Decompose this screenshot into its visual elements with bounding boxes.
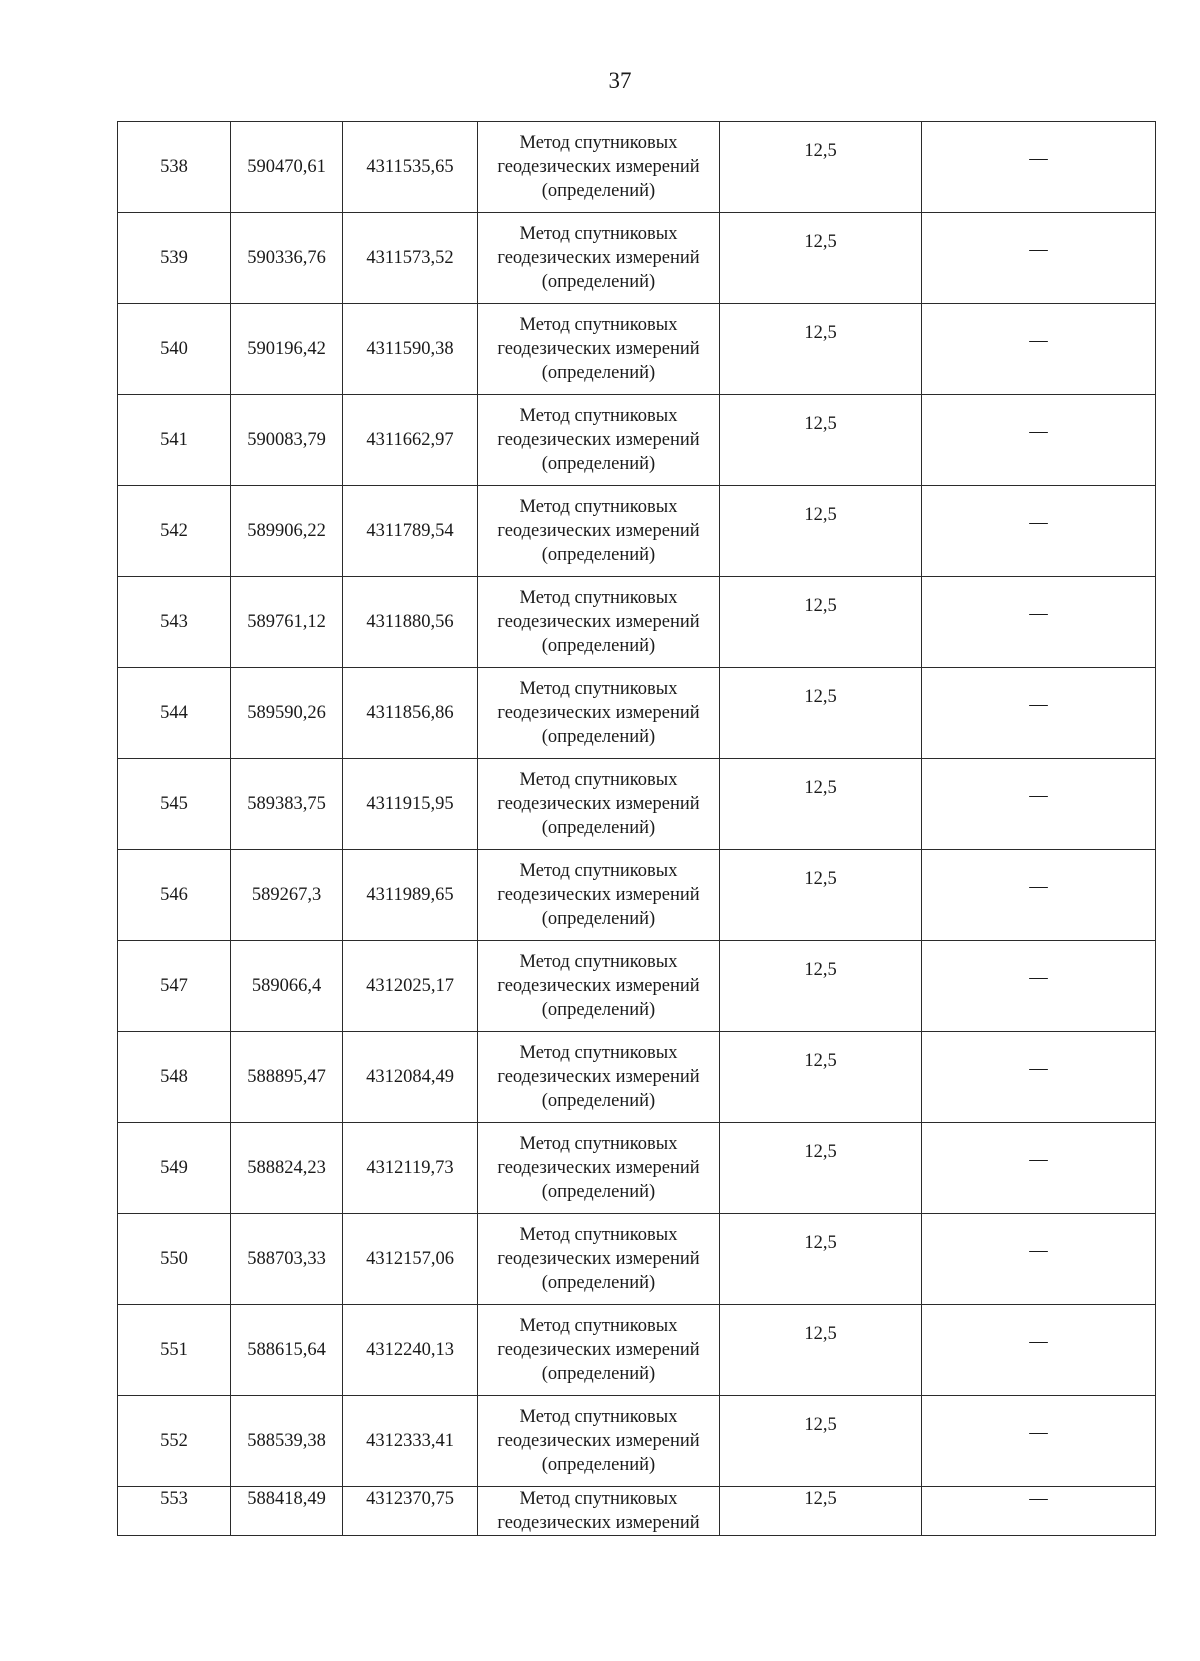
point-number: 545 <box>118 759 231 850</box>
coord-x: 590470,61 <box>231 122 343 213</box>
accuracy-value: 12,5 <box>804 1051 837 1071</box>
point-number: 546 <box>118 850 231 941</box>
accuracy-cell <box>720 304 922 395</box>
accuracy-value: 12,5 <box>804 1489 837 1509</box>
coord-x: 589590,26 <box>231 668 343 759</box>
method-line: геодезических измерений <box>497 430 700 450</box>
accuracy-cell <box>720 668 922 759</box>
method-line: (определений) <box>541 727 656 747</box>
accuracy-cell <box>720 850 922 941</box>
method-cell <box>478 486 720 577</box>
method-line: Метод спутниковых <box>519 679 678 699</box>
coord-x: 589267,3 <box>231 850 343 941</box>
method-line: (определений) <box>541 272 656 292</box>
description-cell <box>922 941 1156 1032</box>
point-number: 548 <box>118 1032 231 1123</box>
coord-x: 588824,23 <box>231 1123 343 1214</box>
table-row <box>118 1487 1156 1536</box>
accuracy-value: 12,5 <box>804 1324 837 1344</box>
method-cell <box>478 1305 720 1396</box>
accuracy-value: 12,5 <box>804 687 837 707</box>
accuracy-value: 12,5 <box>804 232 837 252</box>
method-line: геодезических измерений <box>497 1158 700 1178</box>
method-line: Метод спутниковых <box>519 861 678 881</box>
description-cell <box>922 395 1156 486</box>
coordinates-table <box>117 121 1156 1536</box>
coord-y: 4312084,49 <box>343 1032 478 1123</box>
accuracy-value: 12,5 <box>804 505 837 525</box>
coord-y: 4311856,86 <box>343 668 478 759</box>
table-row <box>118 577 1156 668</box>
method-line: Метод спутниковых <box>519 133 678 153</box>
accuracy-value: 12,5 <box>804 1415 837 1435</box>
description-cell <box>922 1123 1156 1214</box>
coord-y: 4311880,56 <box>343 577 478 668</box>
method-line: Метод спутниковых <box>519 1407 678 1427</box>
method-line: Метод спутниковых <box>519 497 678 517</box>
point-number: 539 <box>118 213 231 304</box>
method-line: геодезических измерений <box>497 1340 700 1360</box>
table-row <box>118 668 1156 759</box>
description-value: — <box>1029 1241 1048 1261</box>
table-row <box>118 1123 1156 1214</box>
description-value: — <box>1029 604 1048 624</box>
method-line: (определений) <box>541 818 656 838</box>
description-value: — <box>1029 513 1048 533</box>
method-line: (определений) <box>541 1091 656 1111</box>
method-cell <box>478 668 720 759</box>
method-line: (определений) <box>541 1364 656 1384</box>
method-cell <box>478 577 720 668</box>
description-cell <box>922 304 1156 395</box>
method-line: геодезических измерений <box>497 885 700 905</box>
method-cell <box>478 395 720 486</box>
accuracy-cell <box>720 395 922 486</box>
description-value: — <box>1029 1332 1048 1352</box>
description-value: — <box>1029 877 1048 897</box>
method-cell <box>478 850 720 941</box>
method-line: (определений) <box>541 1455 656 1475</box>
method-line: геодезических измерений <box>497 521 700 541</box>
method-line: Метод спутниковых <box>519 1489 678 1509</box>
point-number: 547 <box>118 941 231 1032</box>
accuracy-cell <box>720 759 922 850</box>
description-cell <box>922 1396 1156 1487</box>
method-cell <box>478 1487 720 1536</box>
method-line: (определений) <box>541 636 656 656</box>
description-value: — <box>1029 968 1048 988</box>
method-line: (определений) <box>541 454 656 474</box>
method-cell <box>478 213 720 304</box>
point-number: 544 <box>118 668 231 759</box>
coord-x: 589761,12 <box>231 577 343 668</box>
table-row <box>118 941 1156 1032</box>
description-cell <box>922 1214 1156 1305</box>
accuracy-cell <box>720 941 922 1032</box>
point-number: 538 <box>118 122 231 213</box>
method-line: геодезических измерений <box>497 703 700 723</box>
description-cell <box>922 1032 1156 1123</box>
accuracy-value: 12,5 <box>804 414 837 434</box>
accuracy-value: 12,5 <box>804 960 837 980</box>
method-line: Метод спутниковых <box>519 1225 678 1245</box>
accuracy-cell <box>720 1396 922 1487</box>
description-value: — <box>1029 786 1048 806</box>
table-row <box>118 1305 1156 1396</box>
coord-y: 4311989,65 <box>343 850 478 941</box>
accuracy-value: 12,5 <box>804 596 837 616</box>
coord-y: 4312370,75 <box>343 1487 478 1536</box>
description-value: — <box>1029 1489 1048 1509</box>
accuracy-value: 12,5 <box>804 323 837 343</box>
coord-x: 589906,22 <box>231 486 343 577</box>
method-cell <box>478 1396 720 1487</box>
point-number: 541 <box>118 395 231 486</box>
method-line: (определений) <box>541 1182 656 1202</box>
accuracy-value: 12,5 <box>804 141 837 161</box>
table-row <box>118 850 1156 941</box>
description-cell <box>922 1305 1156 1396</box>
method-line: геодезических измерений <box>497 157 700 177</box>
table-row <box>118 122 1156 213</box>
coord-x: 590336,76 <box>231 213 343 304</box>
description-cell <box>922 1487 1156 1536</box>
table-row <box>118 213 1156 304</box>
coord-y: 4311915,95 <box>343 759 478 850</box>
point-number: 551 <box>118 1305 231 1396</box>
coord-y: 4312333,41 <box>343 1396 478 1487</box>
method-line: Метод спутниковых <box>519 1316 678 1336</box>
accuracy-cell <box>720 1305 922 1396</box>
coord-y: 4312025,17 <box>343 941 478 1032</box>
coord-x: 588895,47 <box>231 1032 343 1123</box>
description-value: — <box>1029 695 1048 715</box>
method-line: (определений) <box>541 181 656 201</box>
point-number: 540 <box>118 304 231 395</box>
description-cell <box>922 577 1156 668</box>
method-line: Метод спутниковых <box>519 952 678 972</box>
method-line: геодезических измерений <box>497 1431 700 1451</box>
coord-y: 4311535,65 <box>343 122 478 213</box>
method-line: (определений) <box>541 545 656 565</box>
description-value: — <box>1029 149 1048 169</box>
method-cell <box>478 304 720 395</box>
description-value: — <box>1029 1423 1048 1443</box>
accuracy-cell <box>720 1214 922 1305</box>
coord-x: 588539,38 <box>231 1396 343 1487</box>
method-cell <box>478 759 720 850</box>
method-line: геодезических измерений <box>497 976 700 996</box>
table-row <box>118 1214 1156 1305</box>
method-cell <box>478 1214 720 1305</box>
method-line: (определений) <box>541 909 656 929</box>
accuracy-cell <box>720 577 922 668</box>
method-line: Метод спутниковых <box>519 406 678 426</box>
method-line: Метод спутниковых <box>519 1134 678 1154</box>
description-value: — <box>1029 422 1048 442</box>
point-number: 543 <box>118 577 231 668</box>
description-value: — <box>1029 1059 1048 1079</box>
accuracy-cell <box>720 486 922 577</box>
table-row <box>118 395 1156 486</box>
method-line: геодезических измерений <box>497 1249 700 1269</box>
method-line: Метод спутниковых <box>519 1043 678 1063</box>
method-line: геодезических измерений <box>497 612 700 632</box>
method-cell <box>478 941 720 1032</box>
coord-y: 4311662,97 <box>343 395 478 486</box>
page-number: 37 <box>608 68 632 93</box>
description-value: — <box>1029 1150 1048 1170</box>
coord-x: 590196,42 <box>231 304 343 395</box>
accuracy-value: 12,5 <box>804 1142 837 1162</box>
coord-x: 589383,75 <box>231 759 343 850</box>
accuracy-value: 12,5 <box>804 1233 837 1253</box>
method-line: (определений) <box>541 1273 656 1293</box>
method-cell <box>478 1123 720 1214</box>
description-cell <box>922 668 1156 759</box>
accuracy-cell <box>720 1123 922 1214</box>
method-cell <box>478 122 720 213</box>
coord-x: 588703,33 <box>231 1214 343 1305</box>
method-line: Метод спутниковых <box>519 315 678 335</box>
method-line: Метод спутниковых <box>519 770 678 790</box>
accuracy-cell <box>720 1032 922 1123</box>
method-line: Метод спутниковых <box>519 588 678 608</box>
method-cell <box>478 1032 720 1123</box>
table-row <box>118 1032 1156 1123</box>
description-cell <box>922 213 1156 304</box>
coord-y: 4311789,54 <box>343 486 478 577</box>
accuracy-cell <box>720 213 922 304</box>
description-cell <box>922 486 1156 577</box>
method-line: геодезических измерений <box>497 794 700 814</box>
method-line: Метод спутниковых <box>519 224 678 244</box>
coord-x: 590083,79 <box>231 395 343 486</box>
point-number: 552 <box>118 1396 231 1487</box>
description-value: — <box>1029 240 1048 260</box>
method-line: геодезических измерений <box>497 339 700 359</box>
point-number: 542 <box>118 486 231 577</box>
method-line: геодезических измерений <box>497 1067 700 1087</box>
accuracy-cell <box>720 122 922 213</box>
point-number: 550 <box>118 1214 231 1305</box>
description-value: — <box>1029 331 1048 351</box>
table-row <box>118 486 1156 577</box>
method-line: геодезических измерений <box>497 1513 700 1533</box>
coord-y: 4311573,52 <box>343 213 478 304</box>
table-row <box>118 1396 1156 1487</box>
coord-y: 4312119,73 <box>343 1123 478 1214</box>
coord-x: 588418,49 <box>231 1487 343 1536</box>
method-line: (определений) <box>541 363 656 383</box>
method-line: геодезических измерений <box>497 248 700 268</box>
method-line: (определений) <box>541 1000 656 1020</box>
description-cell <box>922 759 1156 850</box>
accuracy-value: 12,5 <box>804 778 837 798</box>
coord-y: 4312240,13 <box>343 1305 478 1396</box>
accuracy-cell <box>720 1487 922 1536</box>
description-cell <box>922 122 1156 213</box>
table-row <box>118 304 1156 395</box>
point-number: 549 <box>118 1123 231 1214</box>
coord-x: 588615,64 <box>231 1305 343 1396</box>
coord-x: 589066,4 <box>231 941 343 1032</box>
coord-y: 4312157,06 <box>343 1214 478 1305</box>
description-cell <box>922 850 1156 941</box>
point-number: 553 <box>118 1487 231 1536</box>
accuracy-value: 12,5 <box>804 869 837 889</box>
table-row <box>118 759 1156 850</box>
coord-y: 4311590,38 <box>343 304 478 395</box>
